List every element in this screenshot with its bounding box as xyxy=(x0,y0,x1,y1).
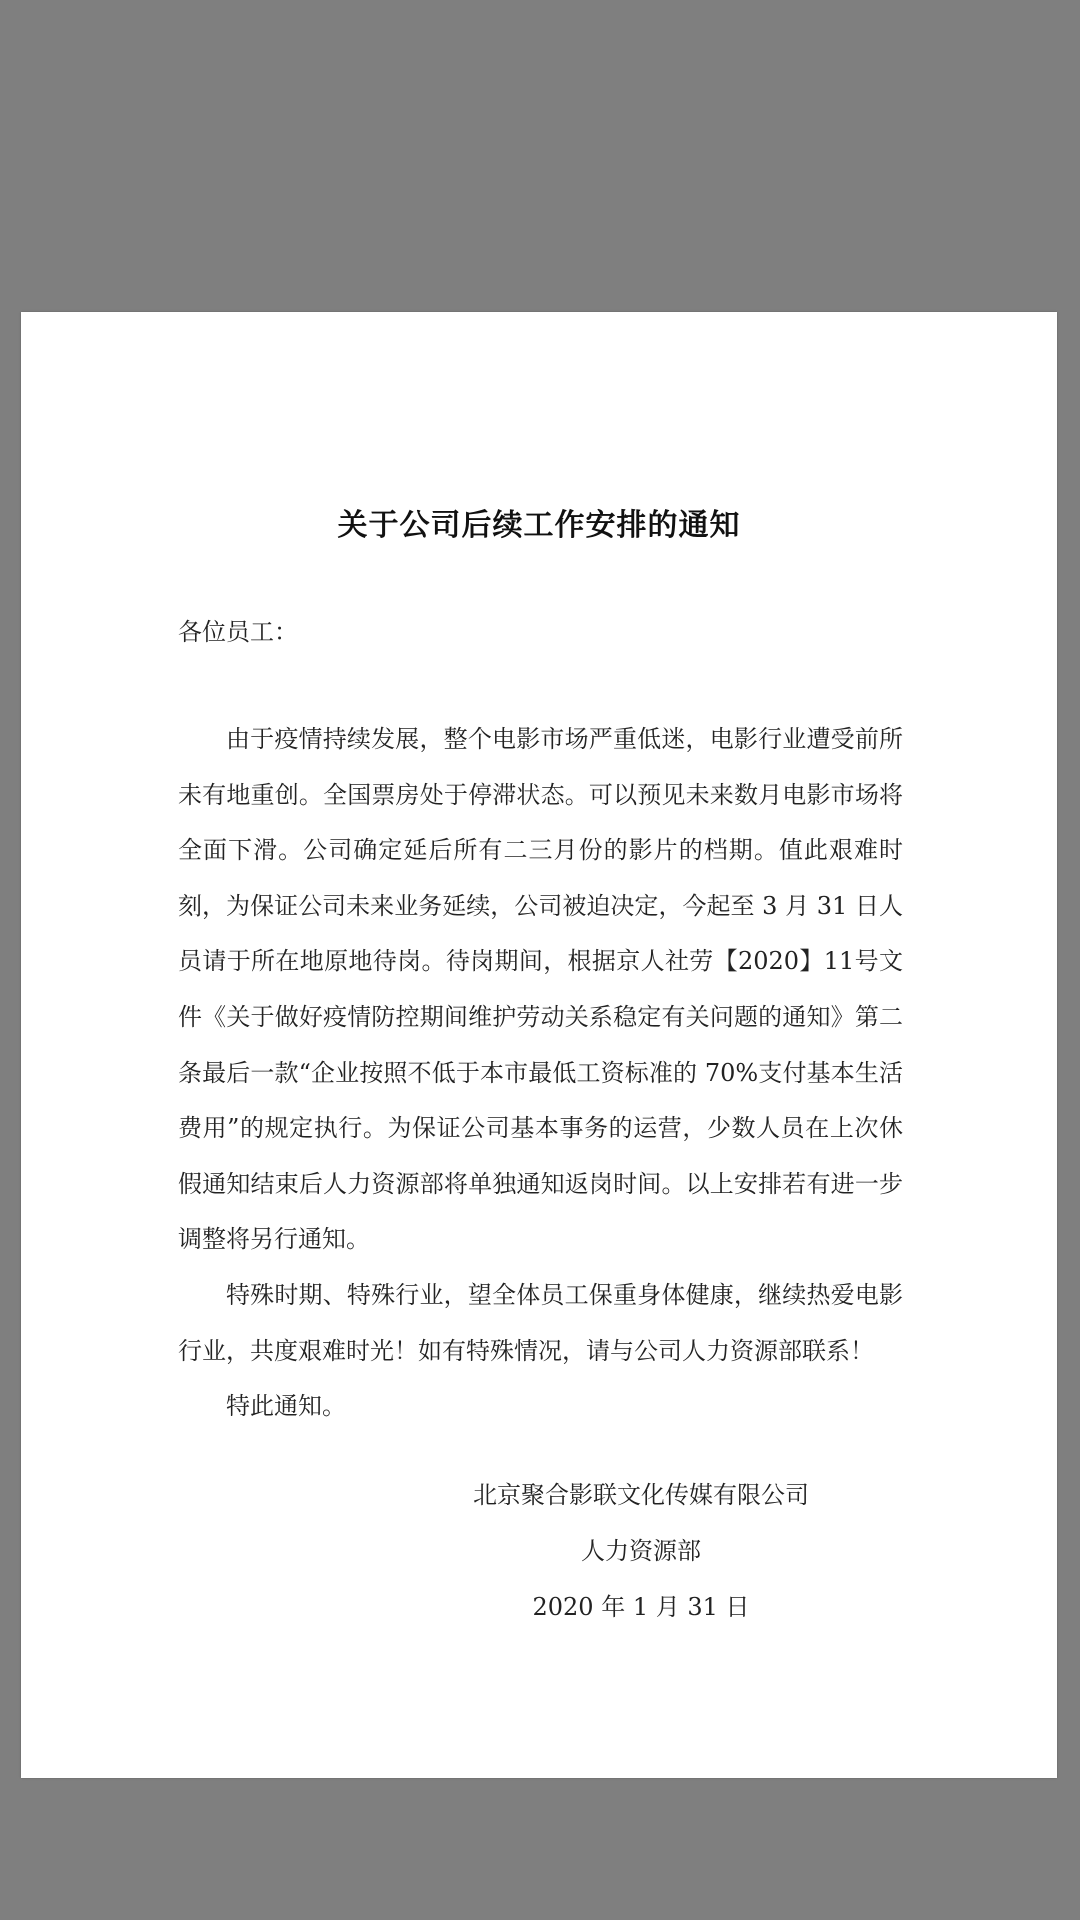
signature-department: 人力资源部 xyxy=(581,1537,701,1565)
signature-company: 北京聚合影联文化传媒有限公司 xyxy=(473,1481,809,1509)
paragraph-main: 由于疫情持续发展，整个电影市场严重低迷，电影行业遭受前所未有地重创。全国票房处于停滞状态。可以预见未来数月电影市场将全面下滑。公司确定延后所有二三月份的影片的档期。值此艰难时刻，为保证公司未来业务延续，公司被迫决定，今起至 3 月 31 日人员请于所在地原地待岗。待岗期间，根据京人社劳【2020】11号文件《关于做好疫情防控期间维护劳动关系稳定有关问题的通知》第二条最后一款“企业按照不低于本市最低工资标准的 70%支付基本生活费用”的规定执行。为保证公司基本事务的运营，少数人员在上次休假通知结束后人力资源部将单独通知返岗时间。以上安排若有进一步调整将另行通知。 xyxy=(178,725,903,1254)
salutation: 各位员工： xyxy=(178,618,298,646)
signature-date: 2020 年 1 月 31 日 xyxy=(532,1593,750,1621)
paragraph-wishes: 特殊时期、特殊行业，望全体员工保重身体健康，继续热爱电影行业，共度艰难时光！如有特殊情况，请与公司人力资源部联系！ xyxy=(178,1280,903,1365)
document-page xyxy=(21,312,1057,1778)
signature-block xyxy=(441,1467,841,1635)
notice-title: 关于公司后续工作安排的通知 xyxy=(337,508,741,543)
paragraph-closing: 特此通知。 xyxy=(226,1392,346,1421)
notice-body xyxy=(178,712,903,1435)
